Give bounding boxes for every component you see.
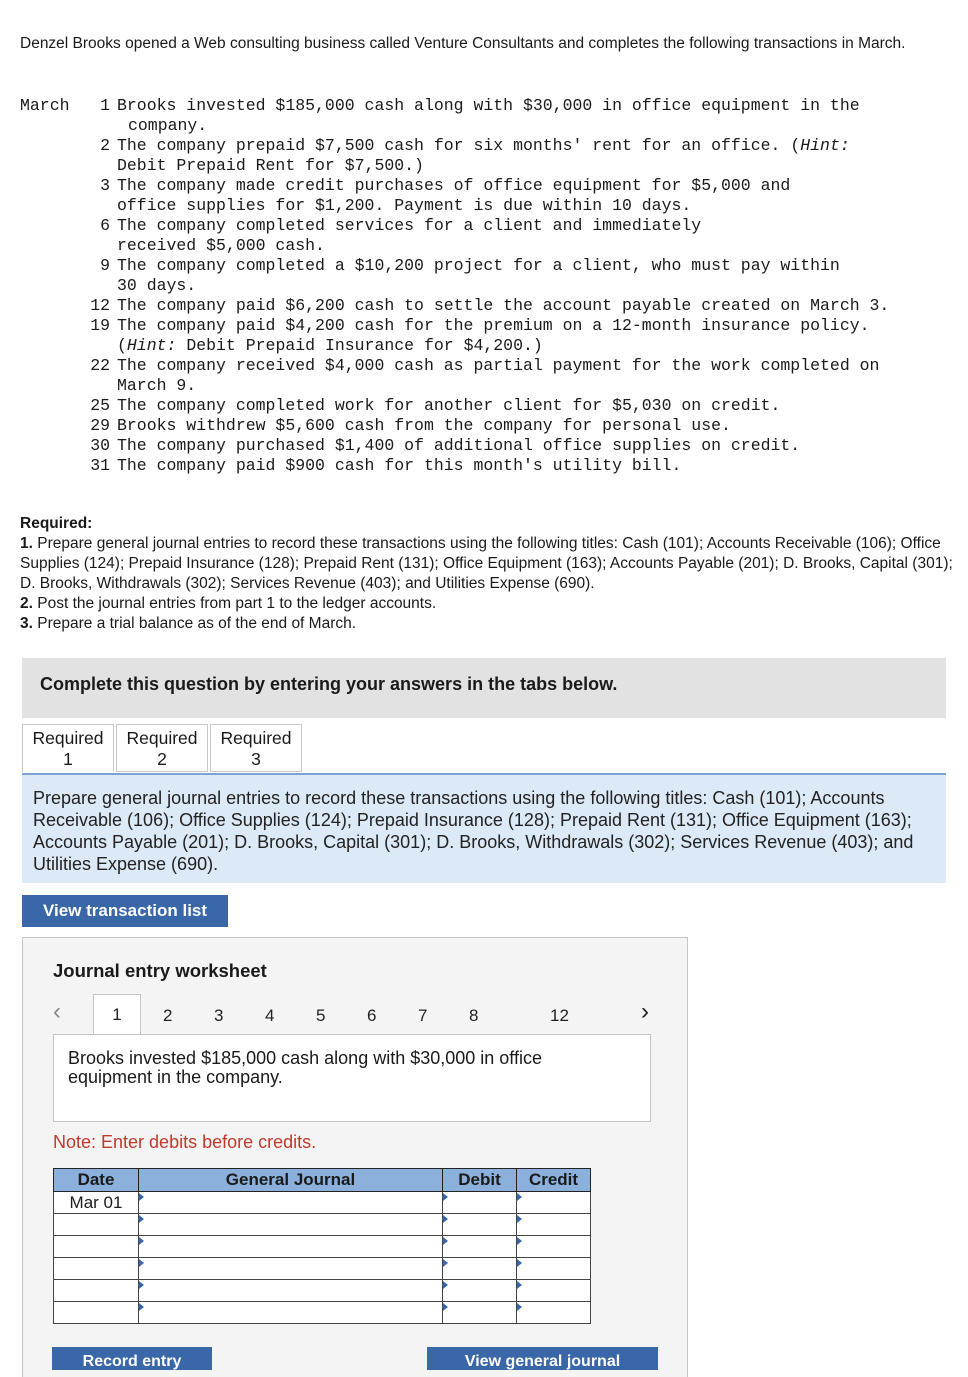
required-item: Post the journal entries from part 1 to the ledger accounts. [37,595,437,612]
note-text: Note: Enter debits before credits. [53,1132,317,1152]
dropdown-marker-icon [443,1237,448,1245]
table-row [54,1214,591,1236]
dropdown-marker-icon [443,1193,448,1201]
credit-cell[interactable] [517,1192,591,1214]
credit-header: Credit [517,1169,591,1192]
worksheet-title: Journal entry worksheet [53,960,267,981]
general-journal-table [53,1168,591,1324]
tab-required-3[interactable]: Required 3 [210,724,302,772]
dropdown-marker-icon [139,1193,144,1201]
transaction-item: 2 The company prepaid $7,500 cash for six months' rent for an office. (Hint: Debit Prepaid Rent for $7,500.) [100,136,850,175]
page-2[interactable]: 2 [163,1006,173,1025]
table-row [54,1236,591,1258]
view-transaction-list-button[interactable]: View transaction list [22,895,228,927]
prev-page-icon[interactable]: ‹ [53,998,61,1025]
table-row [54,1192,591,1214]
debit-cell[interactable] [443,1236,517,1258]
dropdown-marker-icon [139,1281,144,1289]
debit-cell[interactable] [443,1192,517,1214]
account-cell[interactable] [139,1258,443,1280]
transaction-item: 19 The company paid $4,200 cash for the premium on a 12-month insurance policy. (Hint: Debit Prepaid Insurance for $4,200.) [90,316,870,355]
dropdown-marker-icon [517,1237,522,1245]
debit-cell[interactable] [443,1302,517,1324]
required-heading: Required: [20,515,93,532]
tab-instructions: Prepare general journal entries to record these transactions using the following titles: Cash (101); Accounts Receivable (106); Office Supplies (124); Prepaid Insurance (128); Prepaid Rent (131); Office Equipment (163); Accounts Payable (201); D. Brooks, Capital (301); D. Brooks, Withdrawals (302); Services Revenue (403); and Utilities Expense (690). [33,788,914,874]
debit-cell[interactable] [443,1258,517,1280]
dropdown-marker-icon [443,1281,448,1289]
intro-text: Denzel Brooks opened a Web consulting business called Venture Consultants and completes the following transactions in March. [20,35,906,52]
journal-header: General Journal [139,1169,443,1192]
credit-cell[interactable] [517,1214,591,1236]
credit-cell[interactable] [517,1236,591,1258]
dropdown-marker-icon [517,1259,522,1267]
transaction-item: 6 The company completed services for a client and immediately received $5,000 cash. [100,216,702,255]
credit-cell[interactable] [517,1258,591,1280]
worksheet-pager [53,994,673,1034]
transaction-item: 9 The company completed a $10,200 project for a client, who must pay within 30 days. [100,256,840,295]
transaction-item: 3 The company made credit purchases of office equipment for $5,000 and office supplies for $1,200. Payment is due within 10 days. [100,176,791,215]
page-5[interactable]: 5 [316,1006,326,1025]
dropdown-marker-icon [443,1215,448,1223]
record-entry-button[interactable]: Record entry [52,1347,212,1370]
date-cell[interactable] [54,1280,139,1302]
transaction-item: 22 The company received $4,000 cash as partial payment for the work completed on March 9. [90,356,880,395]
debit-cell[interactable] [443,1214,517,1236]
required-section: Required: 1. Prepare general journal entries to record these transactions using the following titles: Cash (101); Accounts Receivable (106); Office Supplies (124); Prepaid Insurance (128); Prepaid Rent (131); Office Equipment (163); Accounts Payable (201); D. Brooks, Capital (301); D. Brooks, Withdrawals (302); Services Revenue (403); and Utilities Expense (690). 2. Post the journal entries from part 1 to the ledger accounts. 3. Prepare a trial balance as of the end of March. [20,515,953,632]
tab-required-2[interactable]: Required 2 [116,724,208,772]
date-cell[interactable] [54,1236,139,1258]
tab-bar [22,724,302,774]
transaction-item: 29 Brooks withdrew $5,600 cash from the company for personal use. [90,416,731,435]
transaction-item: 25 The company completed work for another client for $5,030 on credit. [90,396,781,415]
table-row [54,1258,591,1280]
table-row [54,1302,591,1324]
dropdown-marker-icon [139,1303,144,1311]
dropdown-marker-icon [139,1237,144,1245]
dropdown-marker-icon [443,1259,448,1267]
view-general-journal-button[interactable]: View general journal [427,1347,658,1370]
dropdown-marker-icon [517,1281,522,1289]
page-8[interactable]: 8 [469,1006,479,1025]
month-label: March [20,96,70,115]
dropdown-marker-icon [517,1215,522,1223]
dropdown-marker-icon [443,1303,448,1311]
next-page-icon[interactable]: › [641,998,649,1025]
debit-header: Debit [443,1169,517,1192]
dropdown-marker-icon [139,1215,144,1223]
tab-panel [22,773,946,883]
journal-entry-worksheet [22,937,688,1377]
account-cell[interactable] [139,1192,443,1214]
instructions-banner: Complete this question by entering your answers in the tabs below. [22,658,946,718]
date-cell[interactable]: Mar 01 [54,1192,139,1214]
page-7[interactable]: 7 [418,1006,428,1025]
page-4[interactable]: 4 [265,1006,275,1025]
page-3[interactable]: 3 [214,1006,224,1025]
required-item: Prepare a trial balance as of the end of March. [37,615,357,632]
transaction-description: Brooks invested $185,000 cash along with $30,000 in office equipment in the company. [53,1034,651,1122]
tab-required-1[interactable]: Required 1 [22,724,114,772]
transaction-item: 1 Brooks invested $185,000 cash along with $30,000 in office equipment in the company. [100,96,860,135]
date-cell[interactable] [54,1302,139,1324]
page-12[interactable]: 12 [550,1006,569,1025]
transaction-item: 12 The company paid $6,200 cash to settle the account payable created on March 3. [90,296,890,315]
table-row [54,1280,591,1302]
transaction-item: 30 The company purchased $1,400 of additional office supplies on credit. [90,436,801,455]
date-cell[interactable] [54,1258,139,1280]
page-6[interactable]: 6 [367,1006,377,1025]
date-cell[interactable] [54,1214,139,1236]
account-cell[interactable] [139,1302,443,1324]
page-1[interactable]: 1 [93,994,141,1034]
dropdown-marker-icon [139,1259,144,1267]
credit-cell[interactable] [517,1280,591,1302]
credit-cell[interactable] [517,1302,591,1324]
account-cell[interactable] [139,1214,443,1236]
dropdown-marker-icon [517,1193,522,1201]
debit-cell[interactable] [443,1280,517,1302]
account-cell[interactable] [139,1280,443,1302]
date-header: Date [54,1169,139,1192]
dropdown-marker-icon [517,1303,522,1311]
transaction-item: 31 The company paid $900 cash for this month's utility bill. [90,456,682,475]
required-item: Prepare general journal entries to record these transactions using the following titles: Cash (101); Accounts Receivable (106); Office Supplies (124); Prepaid Insurance (128); Prepaid Rent (131); Office Equipment (163); Accounts Payable (201); D. Brooks, Capital (301); D. Brooks, Withdrawals (302); Services Revenue (403); and Utilities Expense (690). [20,535,953,592]
account-cell[interactable] [139,1236,443,1258]
